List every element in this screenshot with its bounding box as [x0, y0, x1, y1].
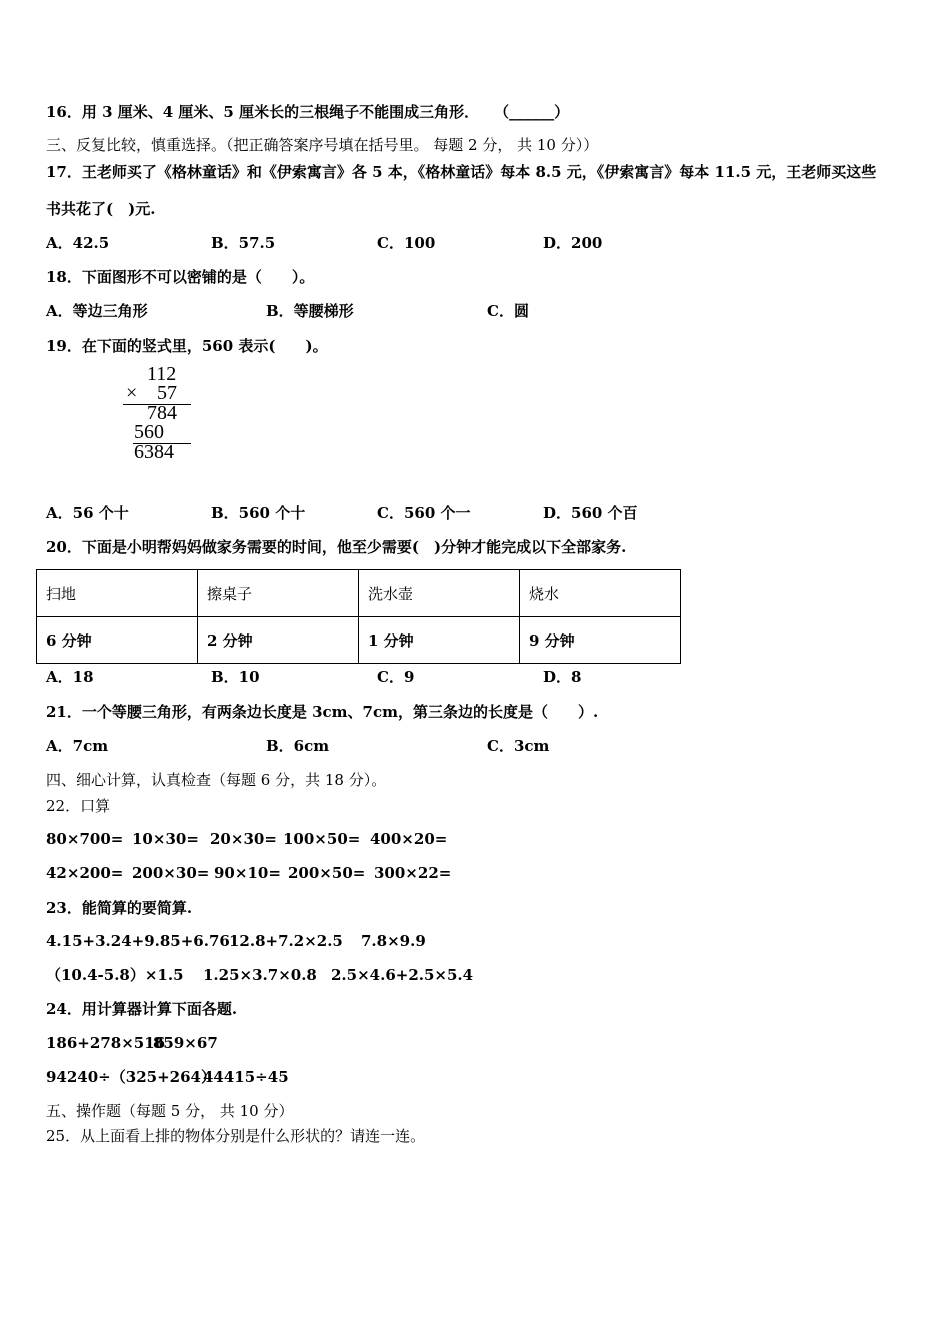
calc-item: 10×30= [132, 830, 199, 848]
table-cell: 6 分钟 [37, 617, 198, 664]
vm-partial-2: 560 [134, 421, 164, 443]
q21-option-c[interactable]: C．3cm [487, 737, 550, 755]
question-19: 19．在下面的竖式里，560 表示( )。 [46, 337, 328, 355]
table-cell: 擦桌子 [198, 570, 359, 617]
vm-multiplier: 57 [157, 382, 177, 404]
q20-option-c[interactable]: C．9 [377, 668, 415, 686]
q17-option-c[interactable]: C．100 [377, 234, 436, 252]
q20-option-d[interactable]: D．8 [543, 668, 582, 686]
calc-item: 42×200= [46, 864, 124, 882]
calc-item: 80×700= [46, 830, 124, 848]
question-24: 24．用计算器计算下面各题. [46, 1000, 238, 1018]
calc-item: 100×50= [283, 830, 361, 848]
table-cell: 2 分钟 [198, 617, 359, 664]
section-5-heading: 五、操作题（每题 5 分， 共 10 分） [46, 1102, 294, 1120]
calc-item: 2.5×4.6+2.5×5.4 [331, 966, 474, 984]
question-20: 20．下面是小明帮妈妈做家务需要的时间，他至少需要( )分钟才能完成以下全部家务. [46, 538, 627, 556]
calc-item: 200×50= [288, 864, 366, 882]
section-3-heading: 三、反复比较，慎重选择。（把正确答案序号填在括号里。 每题 2 分， 共 10 分）） [46, 136, 599, 154]
table-cell: 烧水 [520, 570, 681, 617]
q19-option-c[interactable]: C．560 个一 [377, 504, 471, 522]
table-cell: 9 分钟 [520, 617, 681, 664]
q19-option-a[interactable]: A．56 个十 [46, 504, 129, 522]
calc-item: 94240÷（325+264） [46, 1068, 216, 1086]
question-17-line1: 17．王老师买了《格林童话》和《伊索寓言》各 5 本，《格林童话》每本 8.5 元，《伊索寓言》每本 11.5 元，王老师买这些 [46, 163, 877, 181]
calc-item: 400×20= [370, 830, 448, 848]
section-4-heading: 四、细心计算，认真检查（每题 6 分，共 18 分）。 [46, 771, 387, 789]
vm-product: 6384 [134, 441, 174, 463]
table-row [37, 617, 681, 664]
calc-item: （10.4-5.8）×1.5 [46, 966, 184, 984]
vm-times-sign: × [126, 382, 138, 404]
vm-multiplicand: 112 [147, 363, 177, 385]
q18-option-c[interactable]: C．圆 [487, 302, 529, 320]
question-23: 23．能简算的要简算. [46, 899, 193, 917]
question-21: 21．一个等腰三角形，有两条边长度是 3cm、7cm，第三条边的长度是（ ）. [46, 703, 599, 721]
q17-option-b[interactable]: B．57.5 [211, 234, 276, 252]
calc-item: 12.8+7.2×2.5 [229, 932, 343, 950]
calc-item: 300×22= [374, 864, 452, 882]
question-16: 16．用 3 厘米、4 厘米、5 厘米长的三根绳子不能围成三角形． （______） [46, 103, 570, 121]
calc-item: 186+278×516 [46, 1034, 166, 1052]
q21-option-b[interactable]: B．6cm [266, 737, 330, 755]
table-cell: 扫地 [37, 570, 198, 617]
q20-option-b[interactable]: B．10 [211, 668, 260, 686]
vm-partial-1: 784 [147, 402, 177, 424]
calc-item: 20×30= [210, 830, 277, 848]
calc-item: 1.25×3.7×0.8 [203, 966, 317, 984]
calc-item: 4.15+3.24+9.85+6.76 [46, 932, 230, 950]
question-25: 25．从上面看上排的物体分别是什么形状的？请连一连。 [46, 1127, 426, 1145]
question-17-line2: 书共花了( )元. [46, 200, 156, 218]
table-header-row [37, 570, 681, 617]
table-cell: 1 分钟 [359, 617, 520, 664]
q19-option-d[interactable]: D．560 个百 [543, 504, 638, 522]
calc-item: 7.8×9.9 [361, 932, 426, 950]
q20-option-a[interactable]: A．18 [46, 668, 94, 686]
chores-table [36, 569, 681, 664]
table-cell: 洗水壶 [359, 570, 520, 617]
q19-option-b[interactable]: B．560 个十 [211, 504, 306, 522]
q17-option-d[interactable]: D．200 [543, 234, 603, 252]
q21-option-a[interactable]: A．7cm [46, 737, 109, 755]
q18-option-a[interactable]: A．等边三角形 [46, 302, 148, 320]
question-18: 18．下面图形不可以密铺的是（ ）。 [46, 268, 315, 286]
calc-item: 859×67 [153, 1034, 218, 1052]
q18-option-b[interactable]: B．等腰梯形 [266, 302, 354, 320]
q17-option-a[interactable]: A．42.5 [46, 234, 110, 252]
calc-item: 44415÷45 [203, 1068, 289, 1086]
calc-item: 90×10= [214, 864, 281, 882]
question-22: 22．口算 [46, 797, 111, 815]
calc-item: 200×30= [132, 864, 210, 882]
